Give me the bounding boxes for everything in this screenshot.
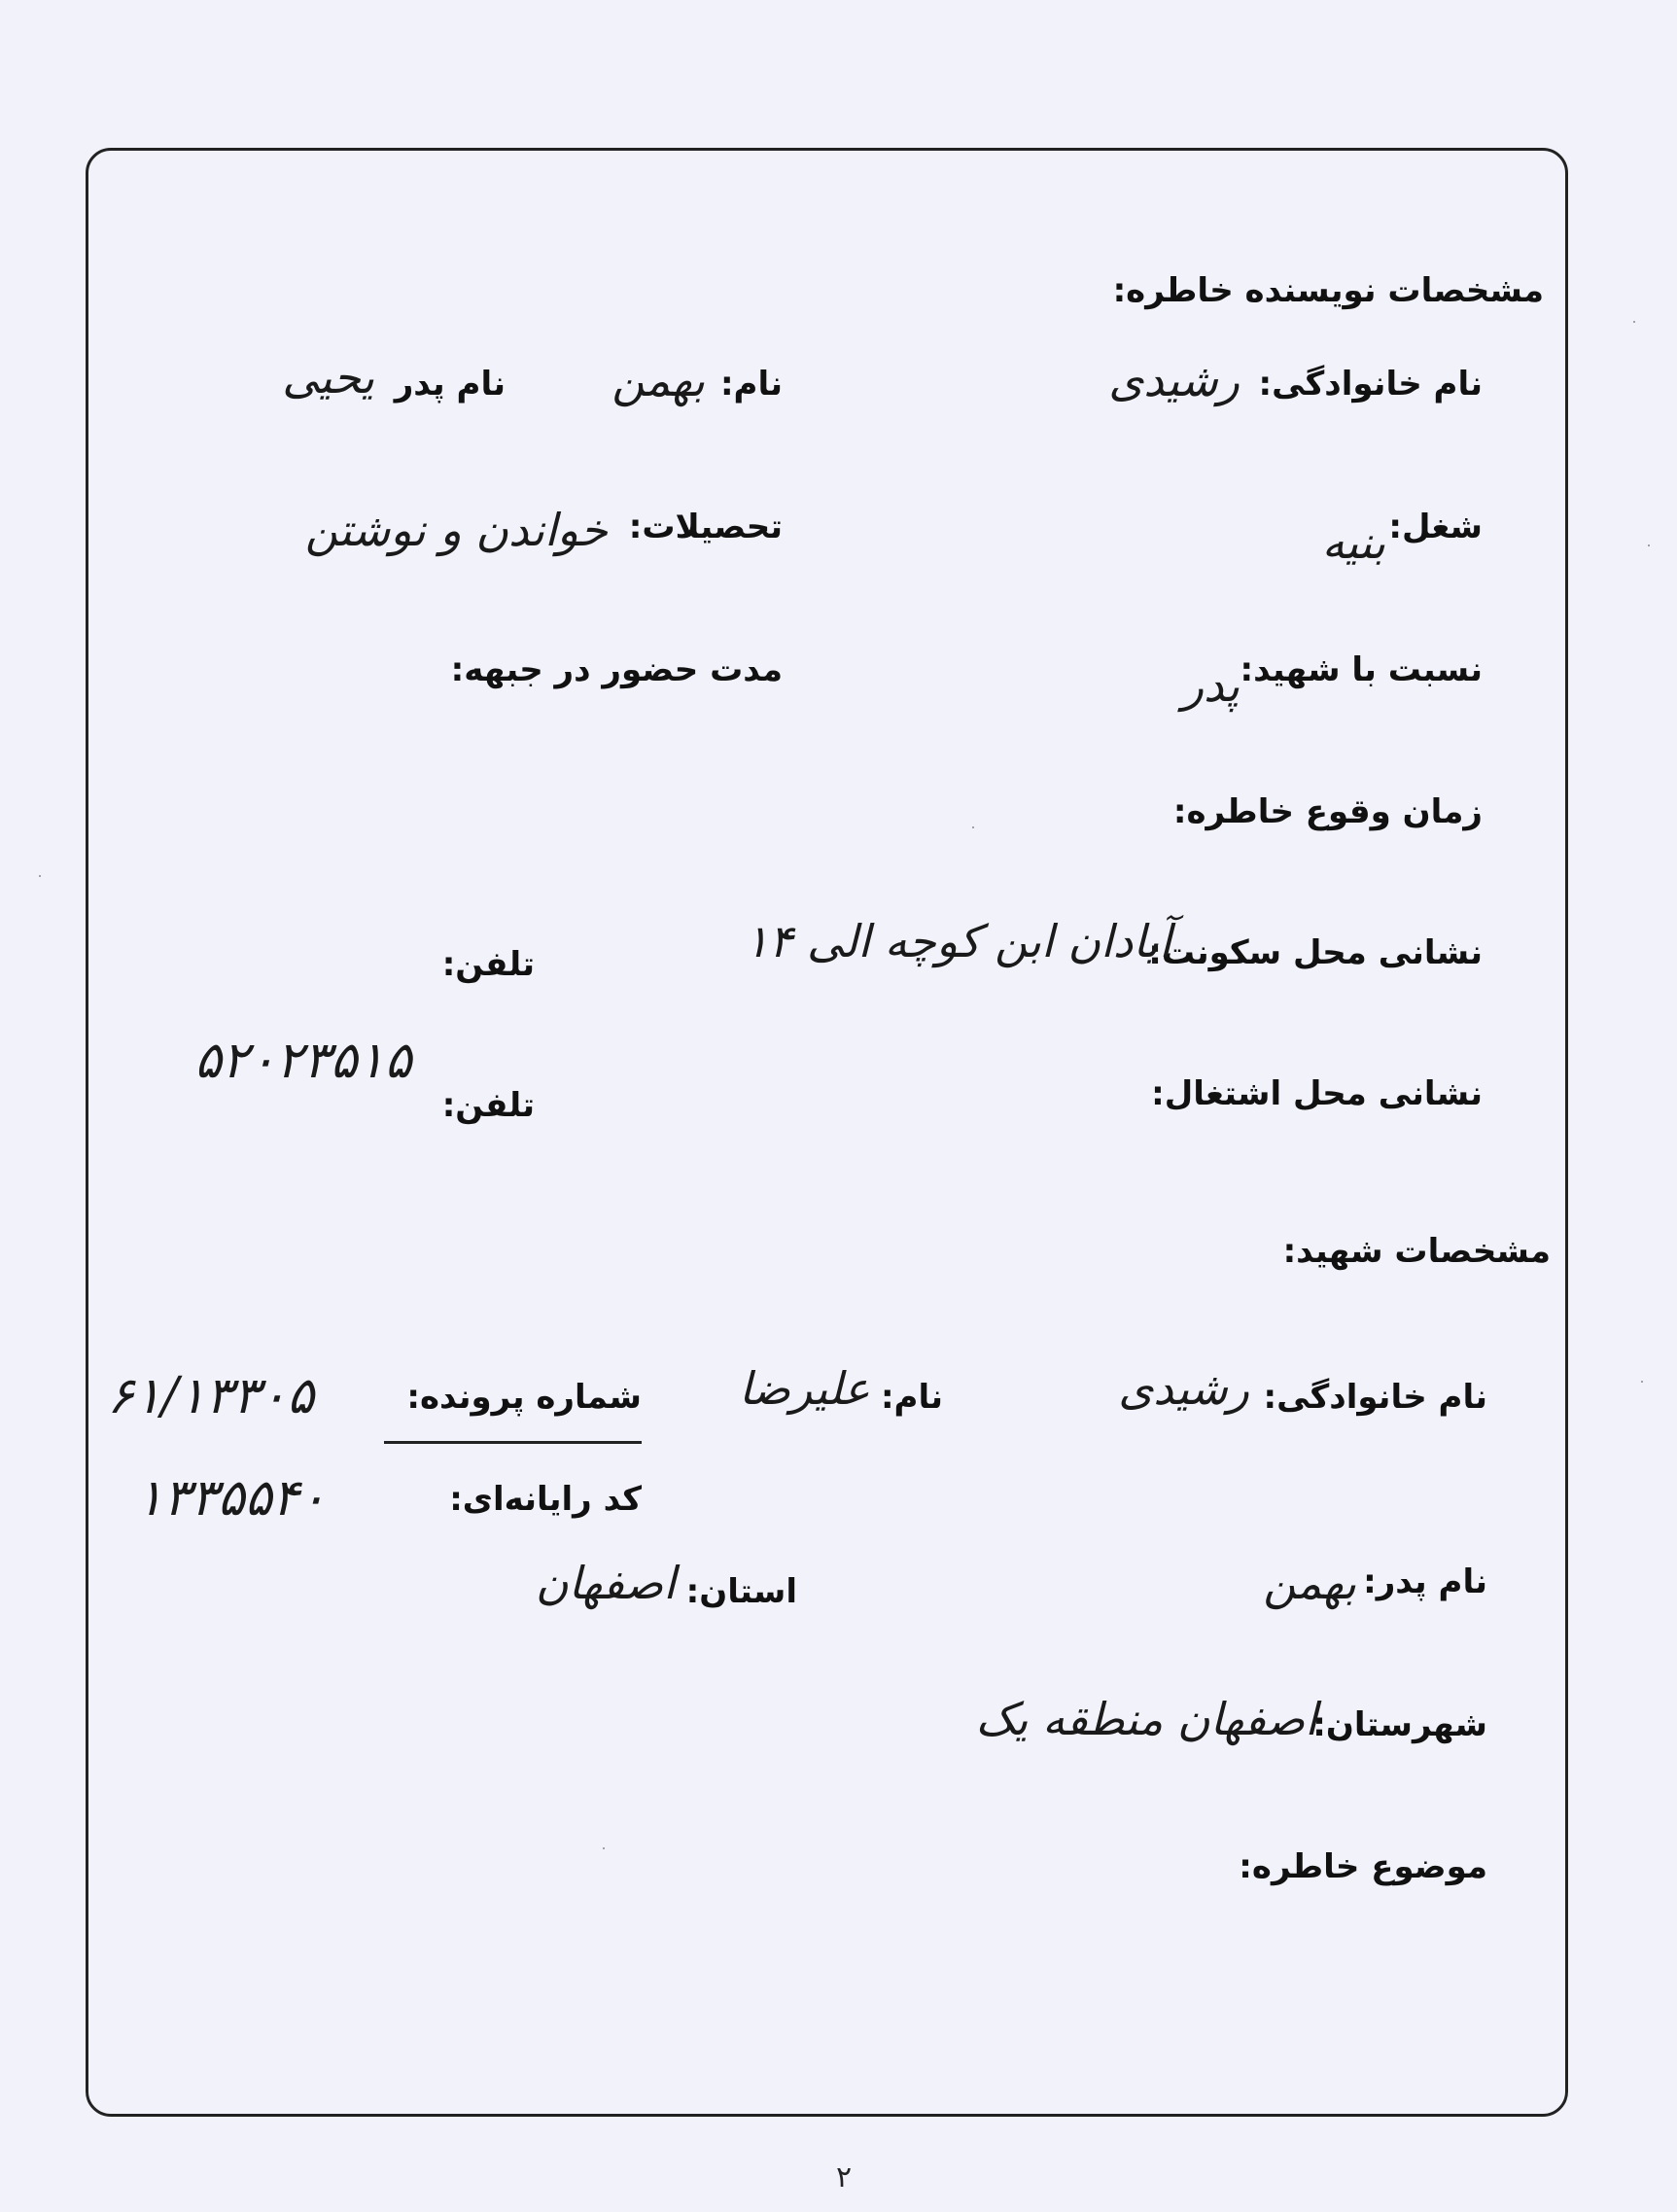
narrator-relation-label: نسبت با شهید:: [1240, 650, 1483, 689]
narrator-event-time-label: زمان وقوع خاطره:: [1172, 792, 1483, 831]
narrator-work-phone-label: تلفن:: [441, 1086, 535, 1125]
martyr-family-value: رشیدی: [1118, 1362, 1249, 1415]
narrator-home-address-value: آیادان ابن کوچه الی ۱۴: [744, 915, 1171, 967]
martyr-father-label: نام پدر:: [1363, 1562, 1487, 1601]
form-border: [86, 148, 1568, 2117]
martyr-file-number-value: ۶۱/۱۳۳۰۵: [107, 1367, 315, 1425]
narrator-work-address-label: نشانی محل اشتغال:: [1151, 1074, 1483, 1113]
narrator-job-label: شغل:: [1388, 508, 1483, 546]
narrator-job-value: بنیه: [1321, 516, 1385, 569]
narrator-home-address-label: نشانی محل سکونت:: [1148, 933, 1483, 972]
martyr-city-value: اصفهان منطقه یک: [975, 1693, 1317, 1745]
martyr-computer-code-value: ۱۳۳۵۵۴۰: [136, 1469, 327, 1527]
narrator-family-label: نام خانوادگی:: [1258, 365, 1483, 404]
scan-speck: [1648, 544, 1650, 546]
narrator-education-label: تحصیلات:: [628, 508, 783, 546]
martyr-name-label: نام:: [880, 1378, 943, 1417]
narrator-relation-value: پدر: [1181, 659, 1240, 712]
scan-speck: [603, 1847, 605, 1849]
narrator-family-value: رشیدی: [1108, 354, 1240, 406]
martyr-file-number-label: شماره پرونده:: [406, 1378, 642, 1417]
scan-speck: [39, 875, 41, 877]
narrator-name-label: نام:: [719, 365, 783, 404]
scan-speck: [972, 826, 974, 828]
martyr-section-heading: مشخصات شهید:: [1282, 1232, 1551, 1271]
narrator-name-value: بهمن: [611, 354, 705, 406]
martyr-province-value: اصفهان: [535, 1557, 676, 1609]
narrator-father-value: یحیی: [282, 351, 374, 404]
page-number: ۲: [836, 2160, 853, 2194]
martyr-family-label: نام خانوادگی:: [1263, 1378, 1487, 1417]
scan-speck: [1633, 321, 1635, 323]
martyr-city-label: شهرستان:: [1312, 1705, 1487, 1744]
martyr-province-label: استان:: [685, 1572, 797, 1611]
scan-speck: [1641, 1381, 1643, 1383]
narrator-front-duration-label: مدت حضور در جبهه:: [450, 650, 783, 689]
narrator-father-label: نام پدر: [394, 365, 506, 404]
narrator-section-heading: مشخصات نویسنده خاطره:: [1112, 271, 1544, 310]
martyr-name-value: علیرضا: [738, 1362, 870, 1415]
narrator-phone-value: ۵۲۰۲۳۵۱۵: [194, 1032, 412, 1090]
file-number-underline: [384, 1441, 642, 1444]
narrator-education-value: خواندن و نوشتن: [304, 504, 608, 556]
narrator-home-phone-label: تلفن:: [441, 945, 535, 984]
martyr-father-value: بهمن: [1263, 1557, 1356, 1609]
martyr-topic-label: موضوع خاطره:: [1239, 1847, 1487, 1886]
martyr-computer-code-label: کد رایانه‌ای:: [449, 1480, 642, 1519]
